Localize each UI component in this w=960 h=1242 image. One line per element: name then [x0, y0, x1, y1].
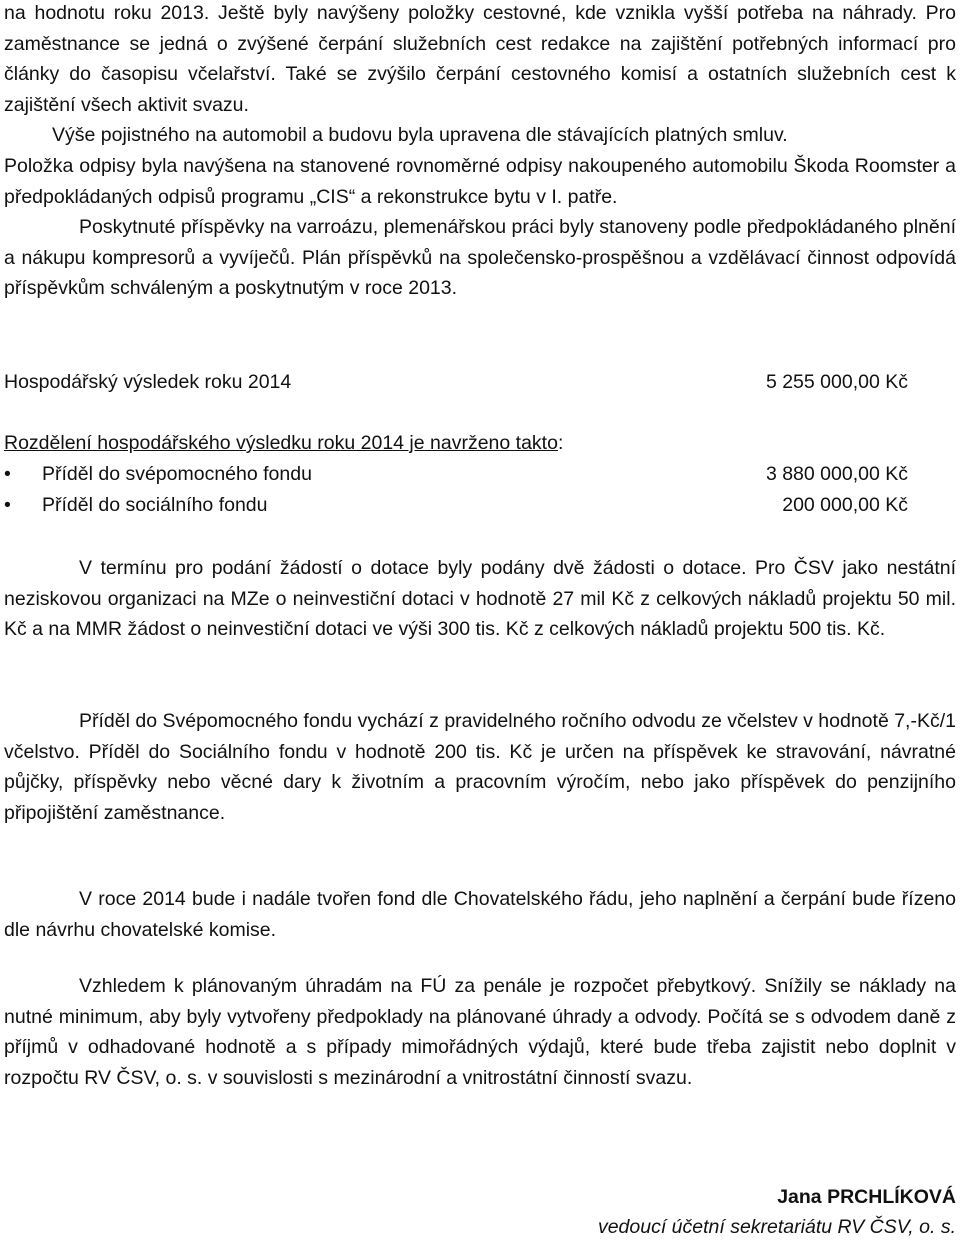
- paragraph-contributions: Poskytnuté příspěvky na varroázu, plemenářskou práci byly stanoveny podle předpokládaného plnění a nákupu kompresorů a vyvíječů. Plán příspěvků na společensko-prospěšnou a vzdělávací činnost odpovídá příspěvkům schváleným a poskytnutým v roce 2013.: [4, 216, 956, 299]
- list-item: [4, 459, 312, 489]
- list-item-label: Příděl do svépomocného fondu: [42, 463, 312, 485]
- paragraph-breeding-fund: V roce 2014 bude i nadále tvořen fond dle Chovatelského řádu, jeho naplnění a čerpání bude řízeno dle návrhu chovatelské komise.: [4, 888, 956, 941]
- paragraph-travel-costs: na hodnotu roku 2013. Ještě byly navýšeny položky cestovné, kde vznikla vyšší potřeba na náhrady. Pro zaměstnance se jedná o zvýšené čerpání služebních cest redakce na zajištění potřebných informací pro články do časopisu včelařství. Také se zvýšilo čerpání cestovného komisí a ostatních služebních cest k zajištění všech aktivit svazu.: [4, 2, 956, 116]
- list-item-label: Příděl do sociálního fondu: [42, 494, 268, 516]
- distribution-heading-colon: :: [557, 432, 564, 454]
- list-item-value: 200 000,00 Kč: [782, 494, 908, 516]
- signature-name: Jana PRCHLÍKOVÁ: [777, 1186, 956, 1208]
- paragraph-budget: Vzhledem k plánovaným úhradám na FÚ za penále je rozpočet přebytkový. Snížily se náklady na nutné minimum, aby byly vytvořeny předpoklady na plánované úhrady a odvody. Počítá se s odvodem daně z příjmů v odhadované hodnotě a s případy mimořádných výdajů, které bude třeba zajistit nebo doplnit v rozpočtu RV ČSV, o. s. v souvislosti s mezinárodní a vnitrostátní činností svazu.: [4, 975, 956, 1089]
- paragraph-insurance: Výše pojistného na automobil a budovu byla upravena dle stávajících platných smluv.: [52, 124, 788, 146]
- result-value: 5 255 000,00 Kč: [765, 371, 908, 393]
- signature-role: vedoucí účetní sekretariátu RV ČSV, o. s.: [597, 1216, 956, 1238]
- bullet-icon: •: [4, 494, 11, 516]
- result-label: Hospodářský výsledek roku 2014: [4, 371, 292, 393]
- distribution-heading: [4, 428, 563, 458]
- paragraph-depreciation: Položka odpisy byla navýšena na stanovené rovnoměrné odpisy nakoupeného automobilu Škoda Roomster a předpokládaných odpisů programu „CIS“ a rekonstrukce bytu v I. patře.: [4, 155, 956, 208]
- paragraph-funds: Příděl do Svépomocného fondu vychází z pravidelného ročního odvodu ze včelstev v hodnotě 7,-Kč/1 včelstvo. Příděl do Sociálního fondu v hodnotě 200 tis. Kč je určen na příspěvek ke stravování, návratné půjčky, příspěvky nebo věcné dary k životním a pracovním výročím, nebo jako příspěvek do penzijního připojištění zaměstnance.: [4, 710, 956, 824]
- distribution-heading-text: Rozdělení hospodářského výsledku roku 2014 je navrženo takto: [4, 432, 558, 454]
- bullet-icon: •: [4, 463, 11, 485]
- list-item-value: 3 880 000,00 Kč: [765, 463, 908, 485]
- paragraph-grants: V termínu pro podání žádostí o dotace byly podány dvě žádosti o dotace. Pro ČSV jako nestátní neziskovou organizaci na MZe o neinvestiční dotaci v hodnotě 27 mil Kč z celkových nákladů projektu 50 mil. Kč a na MMR žádost o neinvestiční dotaci ve výši 300 tis. Kč z celkových nákladů projektu 500 tis. Kč.: [4, 557, 956, 640]
- list-item: [4, 490, 268, 520]
